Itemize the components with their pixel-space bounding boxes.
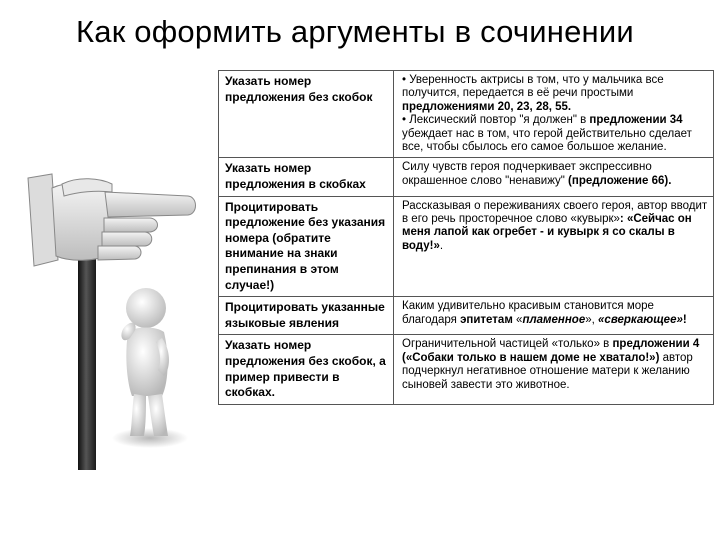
example-text: предложении 4 («Собаки только в нашем доме не хватало!») (402, 338, 700, 364)
example-text: », (585, 313, 599, 326)
method-cell (219, 196, 394, 297)
example-text: «сверкающее» (598, 313, 683, 326)
method-cell (219, 335, 394, 404)
example-paragraph (402, 161, 709, 188)
thinking-person-icon (112, 288, 188, 448)
example-text (598, 314, 683, 326)
page-title: Как оформить аргументы в сочинении (76, 14, 634, 49)
table-row (219, 297, 714, 335)
example-text: • Уверенность актрисы в том, что у мальчика все получится, передается в её речи простыми (402, 74, 664, 100)
example-text: пламенное (522, 313, 586, 326)
table-row (219, 196, 714, 297)
example-text: предложениями 20, 23, 28, 55. (402, 100, 572, 113)
example-text (522, 314, 585, 326)
method-label: Указать номер предложения в скобках (225, 161, 366, 192)
example-text: Силу чувств героя подчеркивает экспрессивно окрашенное слово "ненавижу" (402, 161, 652, 187)
method-cell (219, 71, 394, 158)
method-label: Процитировать предложение без указания номера (обратите внимание на знаки препинания в этом случае!) (225, 199, 386, 292)
example-text: . (439, 239, 444, 252)
example-text: автор подчеркнул негативное отношение матери к желанию сыновей завести это животное. (402, 351, 693, 391)
example-paragraph (402, 74, 709, 114)
example-paragraph (402, 114, 709, 154)
example-text: Каким удивительно красивым становится море благодаря (402, 300, 654, 326)
arguments-table (218, 70, 714, 405)
sign-pole (78, 250, 96, 470)
example-text: эпитетам (460, 313, 513, 326)
example-cell (394, 71, 714, 158)
example-cell (394, 158, 714, 196)
example-text: предложении 34 (589, 114, 683, 127)
example-cell (394, 297, 714, 335)
example-paragraph (402, 200, 709, 254)
example-text: « (512, 313, 523, 326)
table-row (219, 158, 714, 196)
example-cell (394, 196, 714, 297)
example-text: убеждает нас в том, что герой действительно сделает все, чтобы сбылось его самое большое желание. (402, 127, 692, 154)
example-text: ! (682, 313, 687, 326)
method-cell (219, 158, 394, 196)
table-row (219, 71, 714, 158)
example-text: • Лексический повтор "я должен" в (402, 114, 590, 127)
example-paragraph (402, 300, 709, 327)
method-cell (219, 297, 394, 335)
example-cell (394, 335, 714, 404)
method-label: Процитировать указанные языковые явления (225, 300, 385, 330)
method-label: Указать номер предложения без скобок, а пример привести в скобках. (225, 338, 386, 400)
arguments-table-body (219, 71, 714, 405)
example-text: Рассказывая о переживаниях своего героя, автор вводит в его речь просторечное слово «кувырк» (402, 199, 708, 226)
pointing-hand-sign-icon (28, 174, 196, 266)
example-text: Ограничительной частицей «только» в (402, 338, 613, 351)
illustration (0, 170, 215, 470)
example-text: (предложение 66). (568, 174, 672, 187)
method-label: Указать номер предложения без скобок (225, 74, 373, 104)
example-text: : «Сейчас он меня лапой как огребет - и кувырк я со скалы в воду!» (402, 213, 692, 252)
table-row (219, 335, 714, 404)
example-paragraph (402, 338, 709, 392)
